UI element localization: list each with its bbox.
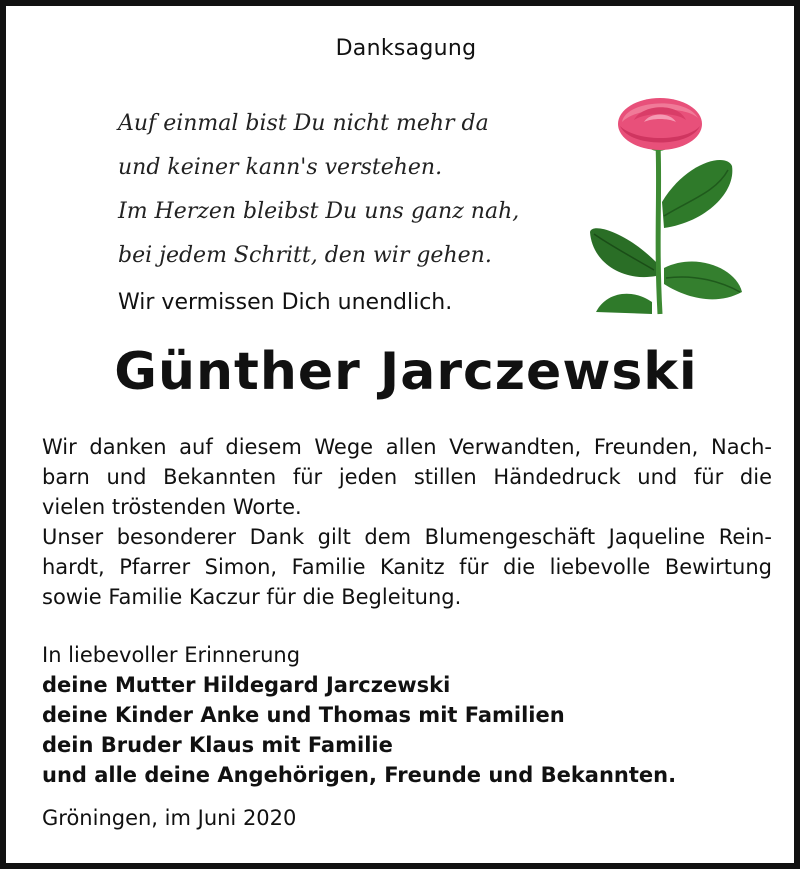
signer-line: und alle deine Angehörigen, Freunde und Bekannten. xyxy=(42,763,677,787)
signer-line: deine Mutter Hildegard Jarczewski xyxy=(42,673,451,697)
signature-block xyxy=(42,640,772,790)
thanks-line: barn und Bekannten für jeden stillen Händedruck und für die xyxy=(42,465,772,489)
signer-line: dein Bruder Klaus mit Familie xyxy=(42,733,393,757)
notice-heading: Danksagung xyxy=(335,36,477,61)
poem-line: Im Herzen bleibst Du uns ganz nah, xyxy=(118,199,520,224)
miss-line: Wir vermissen Dich unendlich. xyxy=(118,290,453,315)
deceased-name: Günther Jarczewski xyxy=(114,342,698,402)
signer-line: deine Kinder Anke und Thomas mit Familien xyxy=(42,703,565,727)
pink-rose-icon xyxy=(586,92,746,316)
remembrance-intro: In liebevoller Erinnerung xyxy=(42,643,301,667)
poem-line: bei jedem Schritt, den wir gehen. xyxy=(118,243,492,268)
poem-line: Auf einmal bist Du nicht mehr da xyxy=(118,111,489,136)
thanks-line: sowie Familie Kaczur für die Begleitung. xyxy=(42,585,462,609)
thanks-line: hardt, Pfarrer Simon, Familie Kanitz für die liebevolle Bewirtung xyxy=(42,555,772,579)
poem-line: und keiner kann's verstehen. xyxy=(118,155,443,180)
poem xyxy=(118,102,588,278)
thanks-line: Wir danken auf diesem Wege allen Verwandten, Freunden, Nach- xyxy=(42,435,772,459)
thanks-paragraph xyxy=(42,432,772,612)
thanks-line: Unser besonderer Dank gilt dem Blumengeschäft Jaqueline Rein- xyxy=(42,525,772,549)
place-date: Gröningen, im Juni 2020 xyxy=(42,806,297,830)
thanks-line: vielen tröstenden Worte. xyxy=(42,495,302,519)
